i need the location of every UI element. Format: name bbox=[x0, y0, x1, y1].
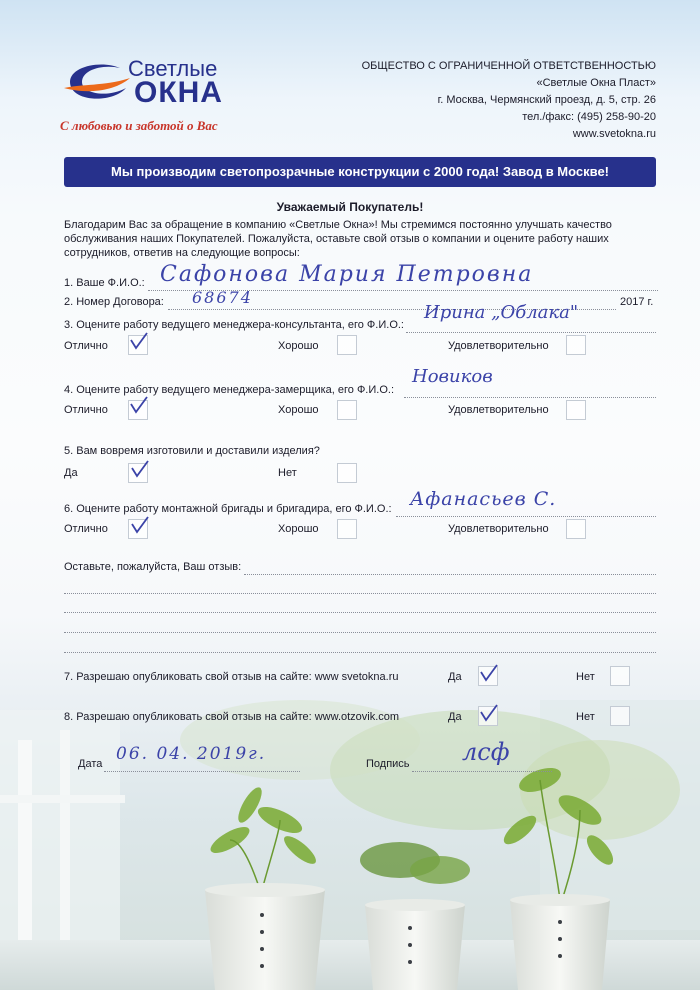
q4-label: 4. Оцените работу ведущего менеджера-замерщика, его Ф.И.О.: bbox=[64, 384, 394, 396]
q8-no-label: Нет bbox=[576, 711, 595, 723]
q6-answer[interactable]: Афанасьев С. bbox=[410, 488, 557, 510]
review-line[interactable] bbox=[64, 652, 656, 653]
checkmark-icon bbox=[128, 394, 150, 416]
q3-line bbox=[406, 332, 656, 333]
q6-line bbox=[396, 516, 656, 517]
checkmark-icon bbox=[129, 458, 151, 480]
signature-value[interactable]: лсф bbox=[462, 738, 510, 766]
date-value[interactable]: 06. 04. 2019г. bbox=[116, 744, 267, 764]
q6-checkbox-good[interactable] bbox=[337, 519, 357, 539]
q8-checkbox-no[interactable] bbox=[610, 706, 630, 726]
date-line bbox=[104, 771, 300, 772]
review-line[interactable] bbox=[64, 632, 656, 633]
review-line[interactable] bbox=[64, 593, 656, 594]
intro-text bbox=[64, 218, 612, 260]
q6-opt-good: Хорошо bbox=[278, 523, 319, 535]
q5-opt-yes: Да bbox=[64, 467, 78, 479]
q6-opt-satisfactory: Удовлетворительно bbox=[448, 523, 549, 535]
q5-label: 5. Вам вовремя изготовили и доставили изделия? bbox=[64, 445, 320, 457]
q4-opt-good: Хорошо bbox=[278, 404, 319, 416]
logo-swoosh-icon bbox=[62, 58, 132, 106]
greeting-heading: Уважаемый Покупатель! bbox=[276, 200, 424, 214]
q2-answer[interactable]: 68674 bbox=[192, 288, 253, 307]
company-address: г. Москва, Чермянский проезд, д. 5, стр. 26 bbox=[437, 94, 656, 106]
q6-opt-excellent: Отлично bbox=[64, 523, 108, 535]
review-line[interactable] bbox=[64, 612, 656, 613]
checkmark-icon bbox=[128, 330, 150, 352]
q8-label: 8. Разрешаю опубликовать свой отзыв на сайте: www.otzovik.com bbox=[64, 711, 400, 723]
checkmark-icon bbox=[478, 702, 500, 724]
q8-yes-label: Да bbox=[448, 711, 462, 723]
checkmark-icon bbox=[129, 514, 151, 536]
q2-label: 2. Номер Договора: bbox=[64, 296, 164, 308]
q3-answer[interactable]: Ирина „Облака" bbox=[424, 302, 579, 323]
q6-checkbox-satisfactory[interactable] bbox=[566, 519, 586, 539]
window-plants-illustration bbox=[0, 700, 700, 990]
intro-line: сотрудников, ответив на следующие вопросы: bbox=[64, 247, 300, 259]
q4-answer[interactable]: Новиков bbox=[412, 366, 493, 387]
q6-label: 6. Оцените работу монтажной бригады и бригадира, его Ф.И.О.: bbox=[64, 503, 392, 515]
q2-year: 2017 г. bbox=[620, 296, 654, 308]
company-name: «Светлые Окна Пласт» bbox=[536, 77, 656, 89]
q1-label: 1. Ваше Ф.И.О.: bbox=[64, 277, 145, 289]
brand-slogan: С любовью и заботой о Вас bbox=[60, 118, 218, 133]
date-label: Дата bbox=[78, 758, 103, 770]
intro-line: Благодарим Вас за обращение в компанию «Светлые Окна»! Мы стремимся постоянно улучшать качество bbox=[64, 219, 612, 231]
q7-no-label: Нет bbox=[576, 671, 595, 683]
review-line[interactable] bbox=[244, 574, 656, 575]
q3-label: 3. Оцените работу ведущего менеджера-консультанта, его Ф.И.О.: bbox=[64, 319, 404, 331]
q7-checkbox-no[interactable] bbox=[610, 666, 630, 686]
company-logo bbox=[62, 52, 272, 142]
slogan-banner: Мы производим светопрозрачные конструкции с 2000 года! Завод в Москве! bbox=[64, 157, 656, 187]
company-info bbox=[362, 58, 656, 143]
brand-name-line1: Светлые bbox=[128, 56, 218, 81]
signature-label: Подпись bbox=[366, 758, 410, 770]
company-phone: тел./факс: (495) 258-90-20 bbox=[522, 111, 656, 123]
checkmark-icon bbox=[478, 662, 500, 684]
q4-checkbox-good[interactable] bbox=[337, 400, 357, 420]
q3-opt-good: Хорошо bbox=[278, 340, 319, 352]
q3-checkbox-satisfactory[interactable] bbox=[566, 335, 586, 355]
q5-opt-no: Нет bbox=[278, 467, 297, 479]
q3-opt-excellent: Отлично bbox=[64, 340, 108, 352]
company-type: ОБЩЕСТВО С ОГРАНИЧЕННОЙ ОТВЕТСТВЕННОСТЬЮ bbox=[361, 60, 656, 72]
q7-yes-label: Да bbox=[448, 671, 462, 683]
q4-opt-excellent: Отлично bbox=[64, 404, 108, 416]
intro-line: обслуживания наших Покупателей. Пожалуйста, оставьте свой отзыв о компании и оцените работу наших bbox=[64, 233, 609, 245]
q3-checkbox-good[interactable] bbox=[337, 335, 357, 355]
brand-name-line2: ОКНА bbox=[134, 76, 223, 109]
company-site: www.svetokna.ru bbox=[572, 128, 656, 140]
review-label: Оставьте, пожалуйста, Ваш отзыв: bbox=[64, 561, 242, 573]
q3-opt-satisfactory: Удовлетворительно bbox=[448, 340, 549, 352]
q7-label: 7. Разрешаю опубликовать свой отзыв на сайте: www svetokna.ru bbox=[64, 671, 399, 683]
q4-checkbox-satisfactory[interactable] bbox=[566, 400, 586, 420]
signature-line bbox=[412, 771, 552, 772]
q4-opt-satisfactory: Удовлетворительно bbox=[448, 404, 549, 416]
q4-line bbox=[404, 397, 656, 398]
q1-answer[interactable]: Сафонова Мария Петровна bbox=[160, 262, 534, 287]
q5-checkbox-no[interactable] bbox=[337, 463, 357, 483]
